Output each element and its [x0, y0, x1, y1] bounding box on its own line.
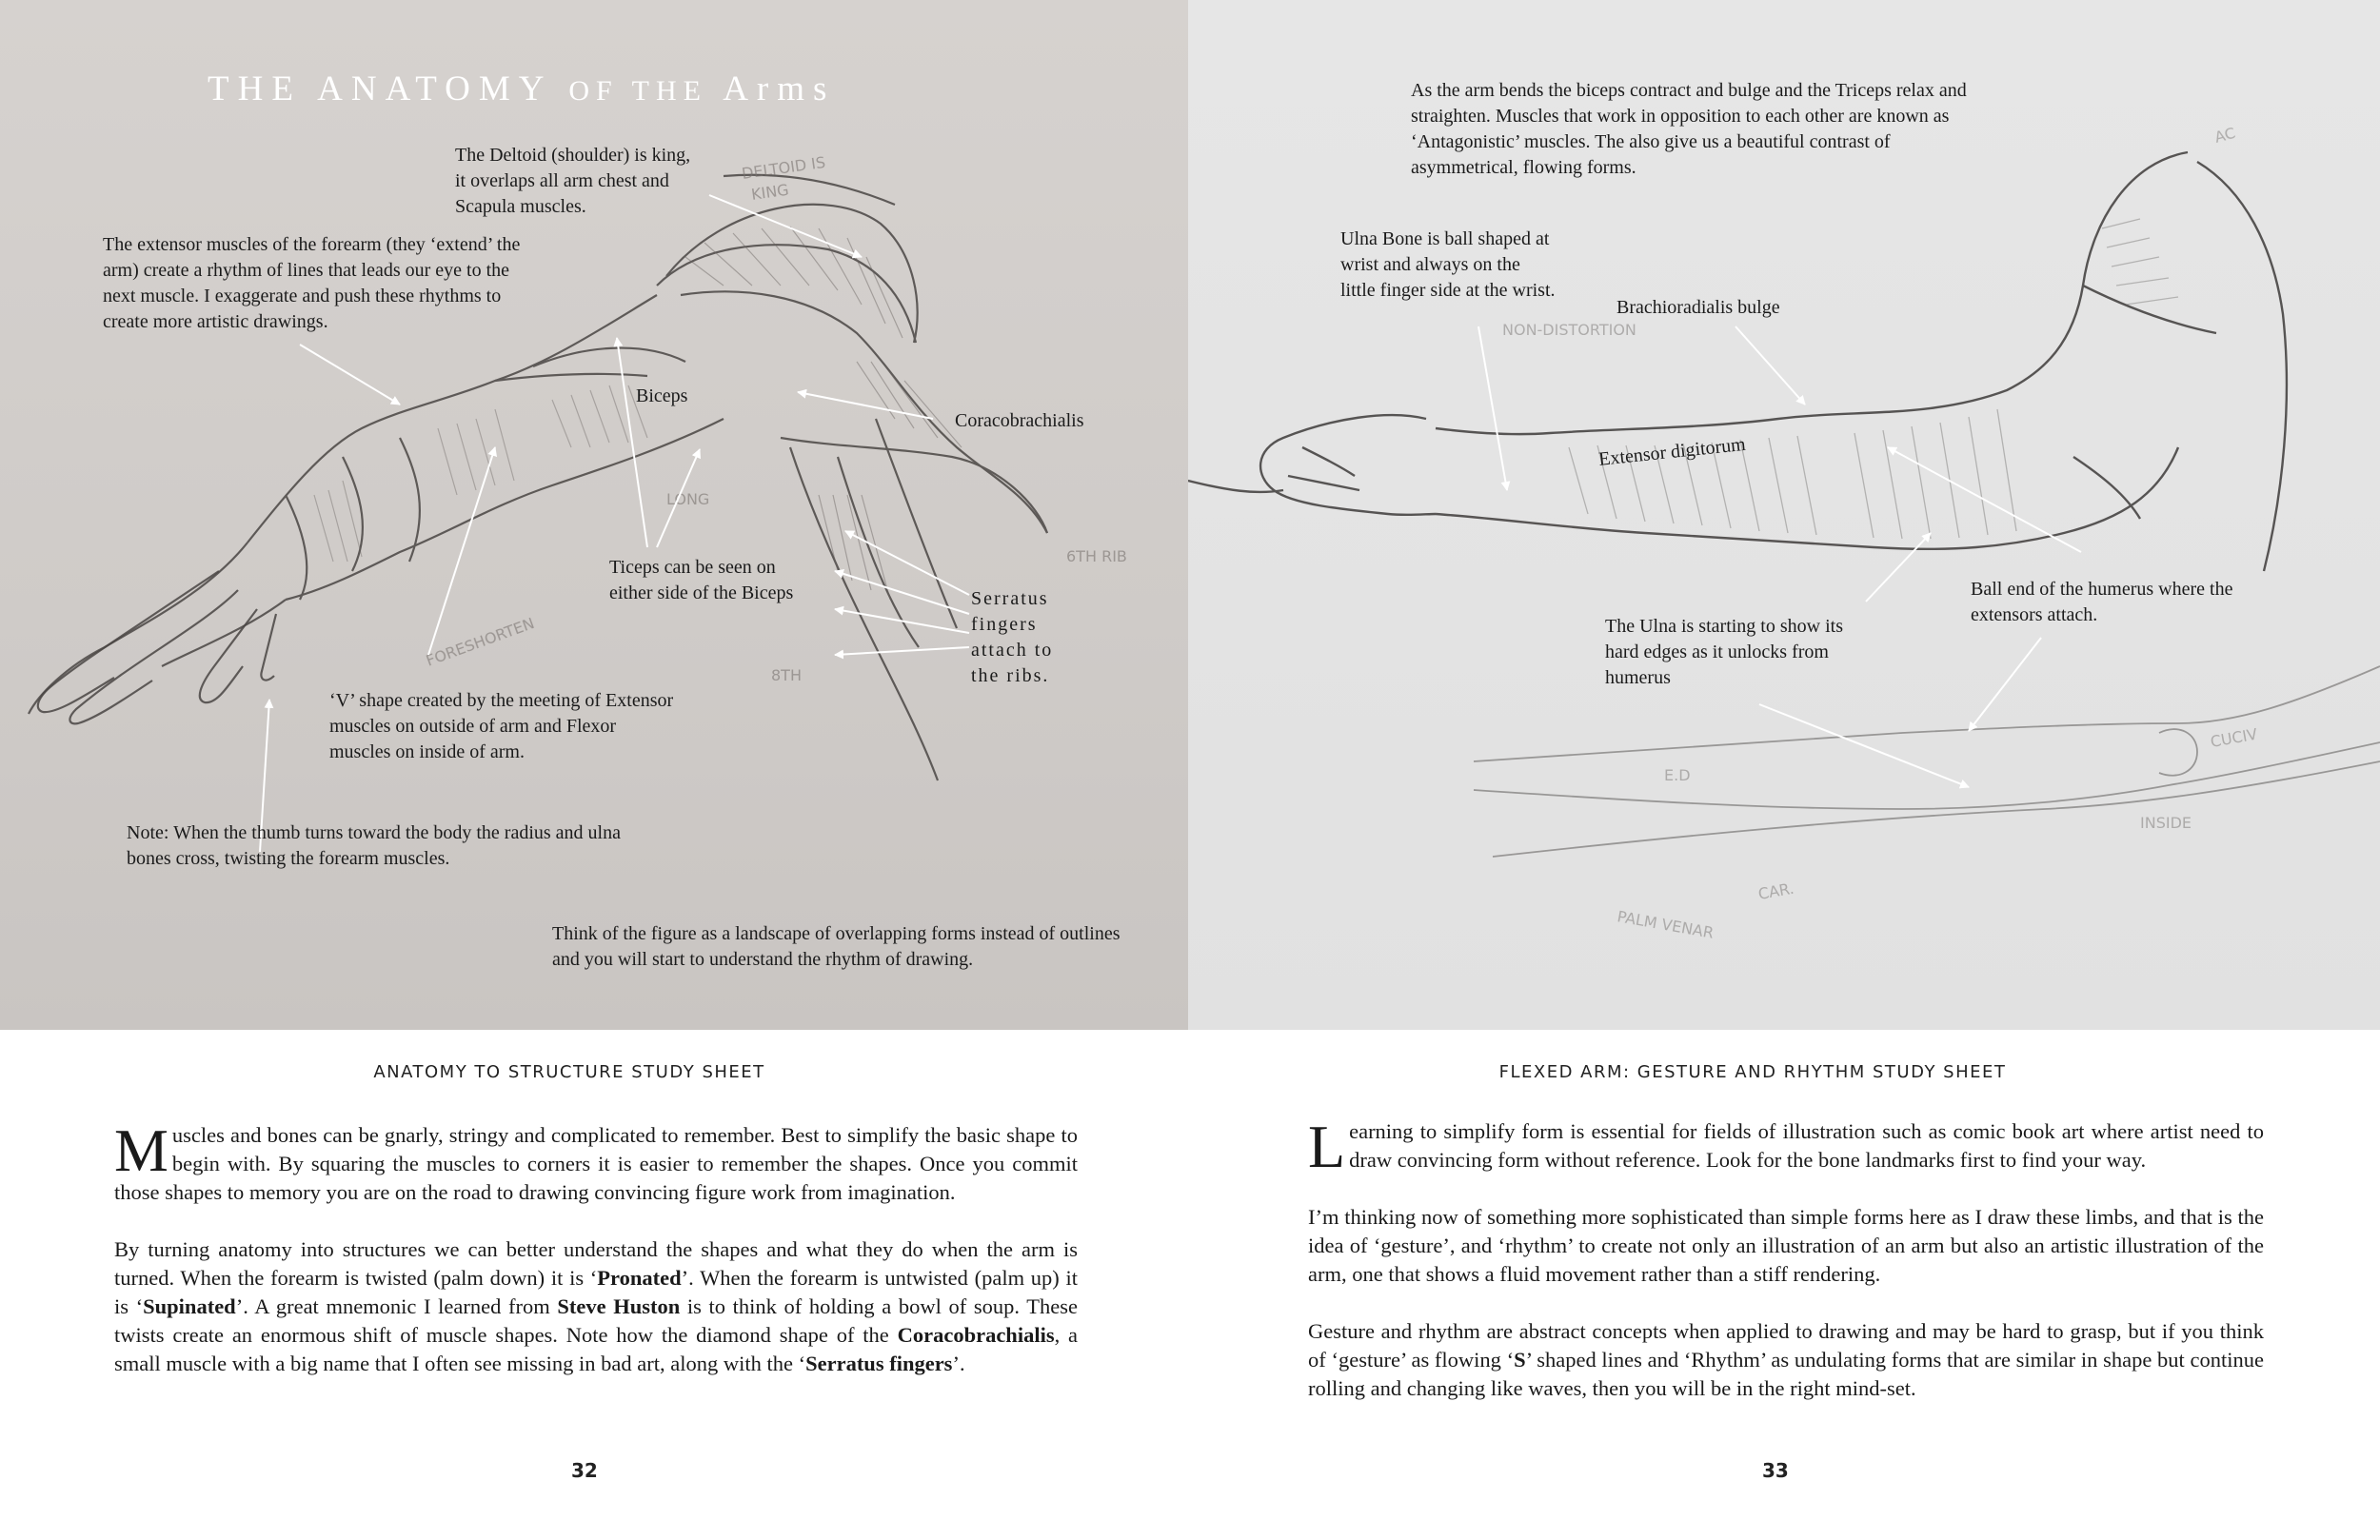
term-pronated: Pronated — [597, 1266, 682, 1290]
body-text-left — [114, 1116, 1079, 1407]
annotation-antagonistic: As the arm bends the biceps contract and bulge and the Triceps relax and straighten. Muscles that work in opposition to each other are known as ‘Antagonistic’ muscles. The also give us a beautiful contrast of asymmetrical, flowing forms. — [1411, 80, 1967, 178]
annotation-ulna-bone: Ulna Bone is ball shaped at wrist and always on the little finger side at the wrist. — [1340, 228, 1556, 301]
annotation-extensor: The extensor muscles of the forearm (they ‘extend’ the arm) create a rhythm of lines that leads our eye to the next muscle. I exaggerate and push these rhythms to create more artistic drawings. — [103, 234, 521, 332]
annotation-biceps: Biceps — [636, 385, 688, 406]
paragraph-2 — [114, 1235, 1078, 1378]
page-title — [208, 69, 835, 109]
annotation-serratus: Serratus fingers attach to the ribs. — [971, 588, 1054, 686]
svg-text:8TH: 8TH — [771, 666, 802, 684]
name-steve-huston: Steve Huston — [557, 1294, 681, 1318]
p2-text-a: By turning anatomy into structures we can better understand the shapes and what they do when the arm is turned. When the forearm is twisted (palm down) it is ‘ — [114, 1237, 1078, 1290]
svg-text:AC: AC — [2212, 123, 2238, 147]
p2-text-d: is to think of holding a bowl of soup. These twists create an enormous shift of muscle shapes. Note how the diamond shape of the — [114, 1294, 1078, 1347]
svg-text:CUCIV: CUCIV — [2209, 724, 2259, 751]
drop-cap: L — [1308, 1113, 1346, 1180]
title-of: OF THE — [568, 75, 707, 107]
p2-text-e: , a small muscle with a big name that I often see missing in bad art, along with the ‘ — [114, 1323, 1078, 1375]
drop-cap: M — [114, 1116, 169, 1184]
svg-text:PALM VENAR: PALM VENAR — [1616, 907, 1716, 942]
paragraph-1-text: uscles and bones can be gnarly, stringy and complicated to remember. Best to simplify the basic shape to begin with. By squaring the muscles to corners it is easier to remember the shapes. Once you commit those shapes to memory you are on the road to drawing convincing figure work from imagination. — [114, 1123, 1078, 1204]
annotation-extensor-digitorum: Extensor digitorum — [1597, 433, 1747, 470]
annotation-v-shape: ‘V’ shape created by the meeting of Extensor muscles on outside of arm and Flexor muscles on inside of arm. — [329, 690, 674, 762]
shoulder-shading — [685, 227, 962, 600]
flexed-arm-sketch — [1188, 152, 2287, 571]
svg-text:FORESHORTEN: FORESHORTEN — [423, 613, 537, 670]
paragraph-1 — [114, 1116, 1078, 1207]
svg-text:KING: KING — [749, 180, 790, 204]
p3-text-a: Gesture and rhythm are abstract concepts when applied to drawing and may be hard to grasp, but if you think of ‘gesture’ as flowing ‘ — [1308, 1319, 2264, 1372]
p2-text-f: ’. — [952, 1352, 965, 1375]
p2-text-b: ’. When the forearm is untwisted (palm up) it is ‘ — [114, 1266, 1079, 1318]
annotation-thumb-note: Note: When the thumb turns toward the body the radius and ulna bones cross, twisting the forearm muscles. — [127, 822, 621, 869]
sheet-title-right: FLEXED ARM: GESTURE AND RHYTHM STUDY SHEET — [1498, 1062, 2007, 1082]
term-coracobrachialis: Coracobrachialis — [897, 1323, 1055, 1347]
page-number-right: 33 — [1762, 1459, 1789, 1482]
term-s: S — [1514, 1348, 1526, 1372]
page-right — [1188, 0, 2380, 1540]
page-left — [0, 0, 1188, 1540]
term-supinated: Supinated — [143, 1294, 236, 1318]
hand-sketch — [38, 571, 276, 723]
svg-text:6TH RIB: 6TH RIB — [1066, 547, 1127, 565]
svg-text:CAR.: CAR. — [1756, 879, 1795, 903]
annotation-brachioradialis: Brachioradialis bulge — [1616, 297, 1780, 318]
annotation-coracobrachialis: Coracobrachialis — [955, 410, 1084, 431]
annotation-triceps: Ticeps can be seen on either side of the Biceps — [609, 557, 794, 603]
paragraph-1 — [1308, 1113, 2264, 1180]
paragraph-3 — [1308, 1317, 2264, 1403]
svg-text:DELTOID IS: DELTOID IS — [740, 152, 827, 183]
term-serratus-fingers: Serratus fingers — [805, 1352, 953, 1375]
svg-text:E.D: E.D — [1664, 766, 1691, 784]
title-main: THE ANATOMY — [208, 69, 552, 109]
svg-text:LONG: LONG — [666, 490, 710, 508]
annotation-deltoid: The Deltoid (shoulder) is king, it overlaps all arm chest and Scapula muscles. — [455, 145, 691, 217]
arm-anatomy-illustration — [0, 0, 1188, 1030]
flexed-arm-illustration — [1188, 0, 2380, 1030]
extended-arm-sketch — [1474, 666, 2380, 857]
svg-text:NON-DISTORTION: NON-DISTORTION — [1502, 321, 1636, 339]
page-number-left: 32 — [571, 1459, 598, 1482]
p2-text-c: ’. A great mnemonic I learned from — [235, 1294, 558, 1318]
body-text-right — [1308, 1113, 2264, 1431]
arm-shading — [314, 385, 647, 562]
annotation-humerus-ball: Ball end of the humerus where the extensors attach. — [1971, 579, 2233, 625]
svg-text:INSIDE: INSIDE — [2140, 814, 2192, 832]
shoulder-sketch — [657, 175, 1047, 780]
annotation-landscape: Think of the figure as a landscape of overlapping forms instead of outlines and you will start to understand the rhythm of drawing. — [552, 923, 1121, 970]
paragraph-1-text: earning to simplify form is essential for fields of illustration such as comic book art where artist need to draw convincing form without reference. Look for the bone landmarks first to find your way. — [1349, 1119, 2264, 1172]
title-arms: Arms — [723, 69, 836, 109]
annotation-ulna-edges: The Ulna is starting to show its hard edges as it unlocks from humerus — [1605, 616, 1843, 688]
sheet-title-left: ANATOMY TO STRUCTURE STUDY SHEET — [373, 1062, 765, 1082]
paragraph-2: I’m thinking now of something more sophisticated than simple forms here as I draw these limbs, and that is the idea of ‘gesture’, and ‘rhythm’ to create not only an illustration of an arm but also an artistic illustration of the arm, one that shows a fluid movement rather than a stiff rendering. — [1308, 1205, 2264, 1286]
p3-text-b: ’ shaped lines and ‘Rhythm’ as undulating forms that are similar in shape but continue rolling and changing like waves, then you will be in the right mind-set. — [1308, 1348, 2264, 1400]
